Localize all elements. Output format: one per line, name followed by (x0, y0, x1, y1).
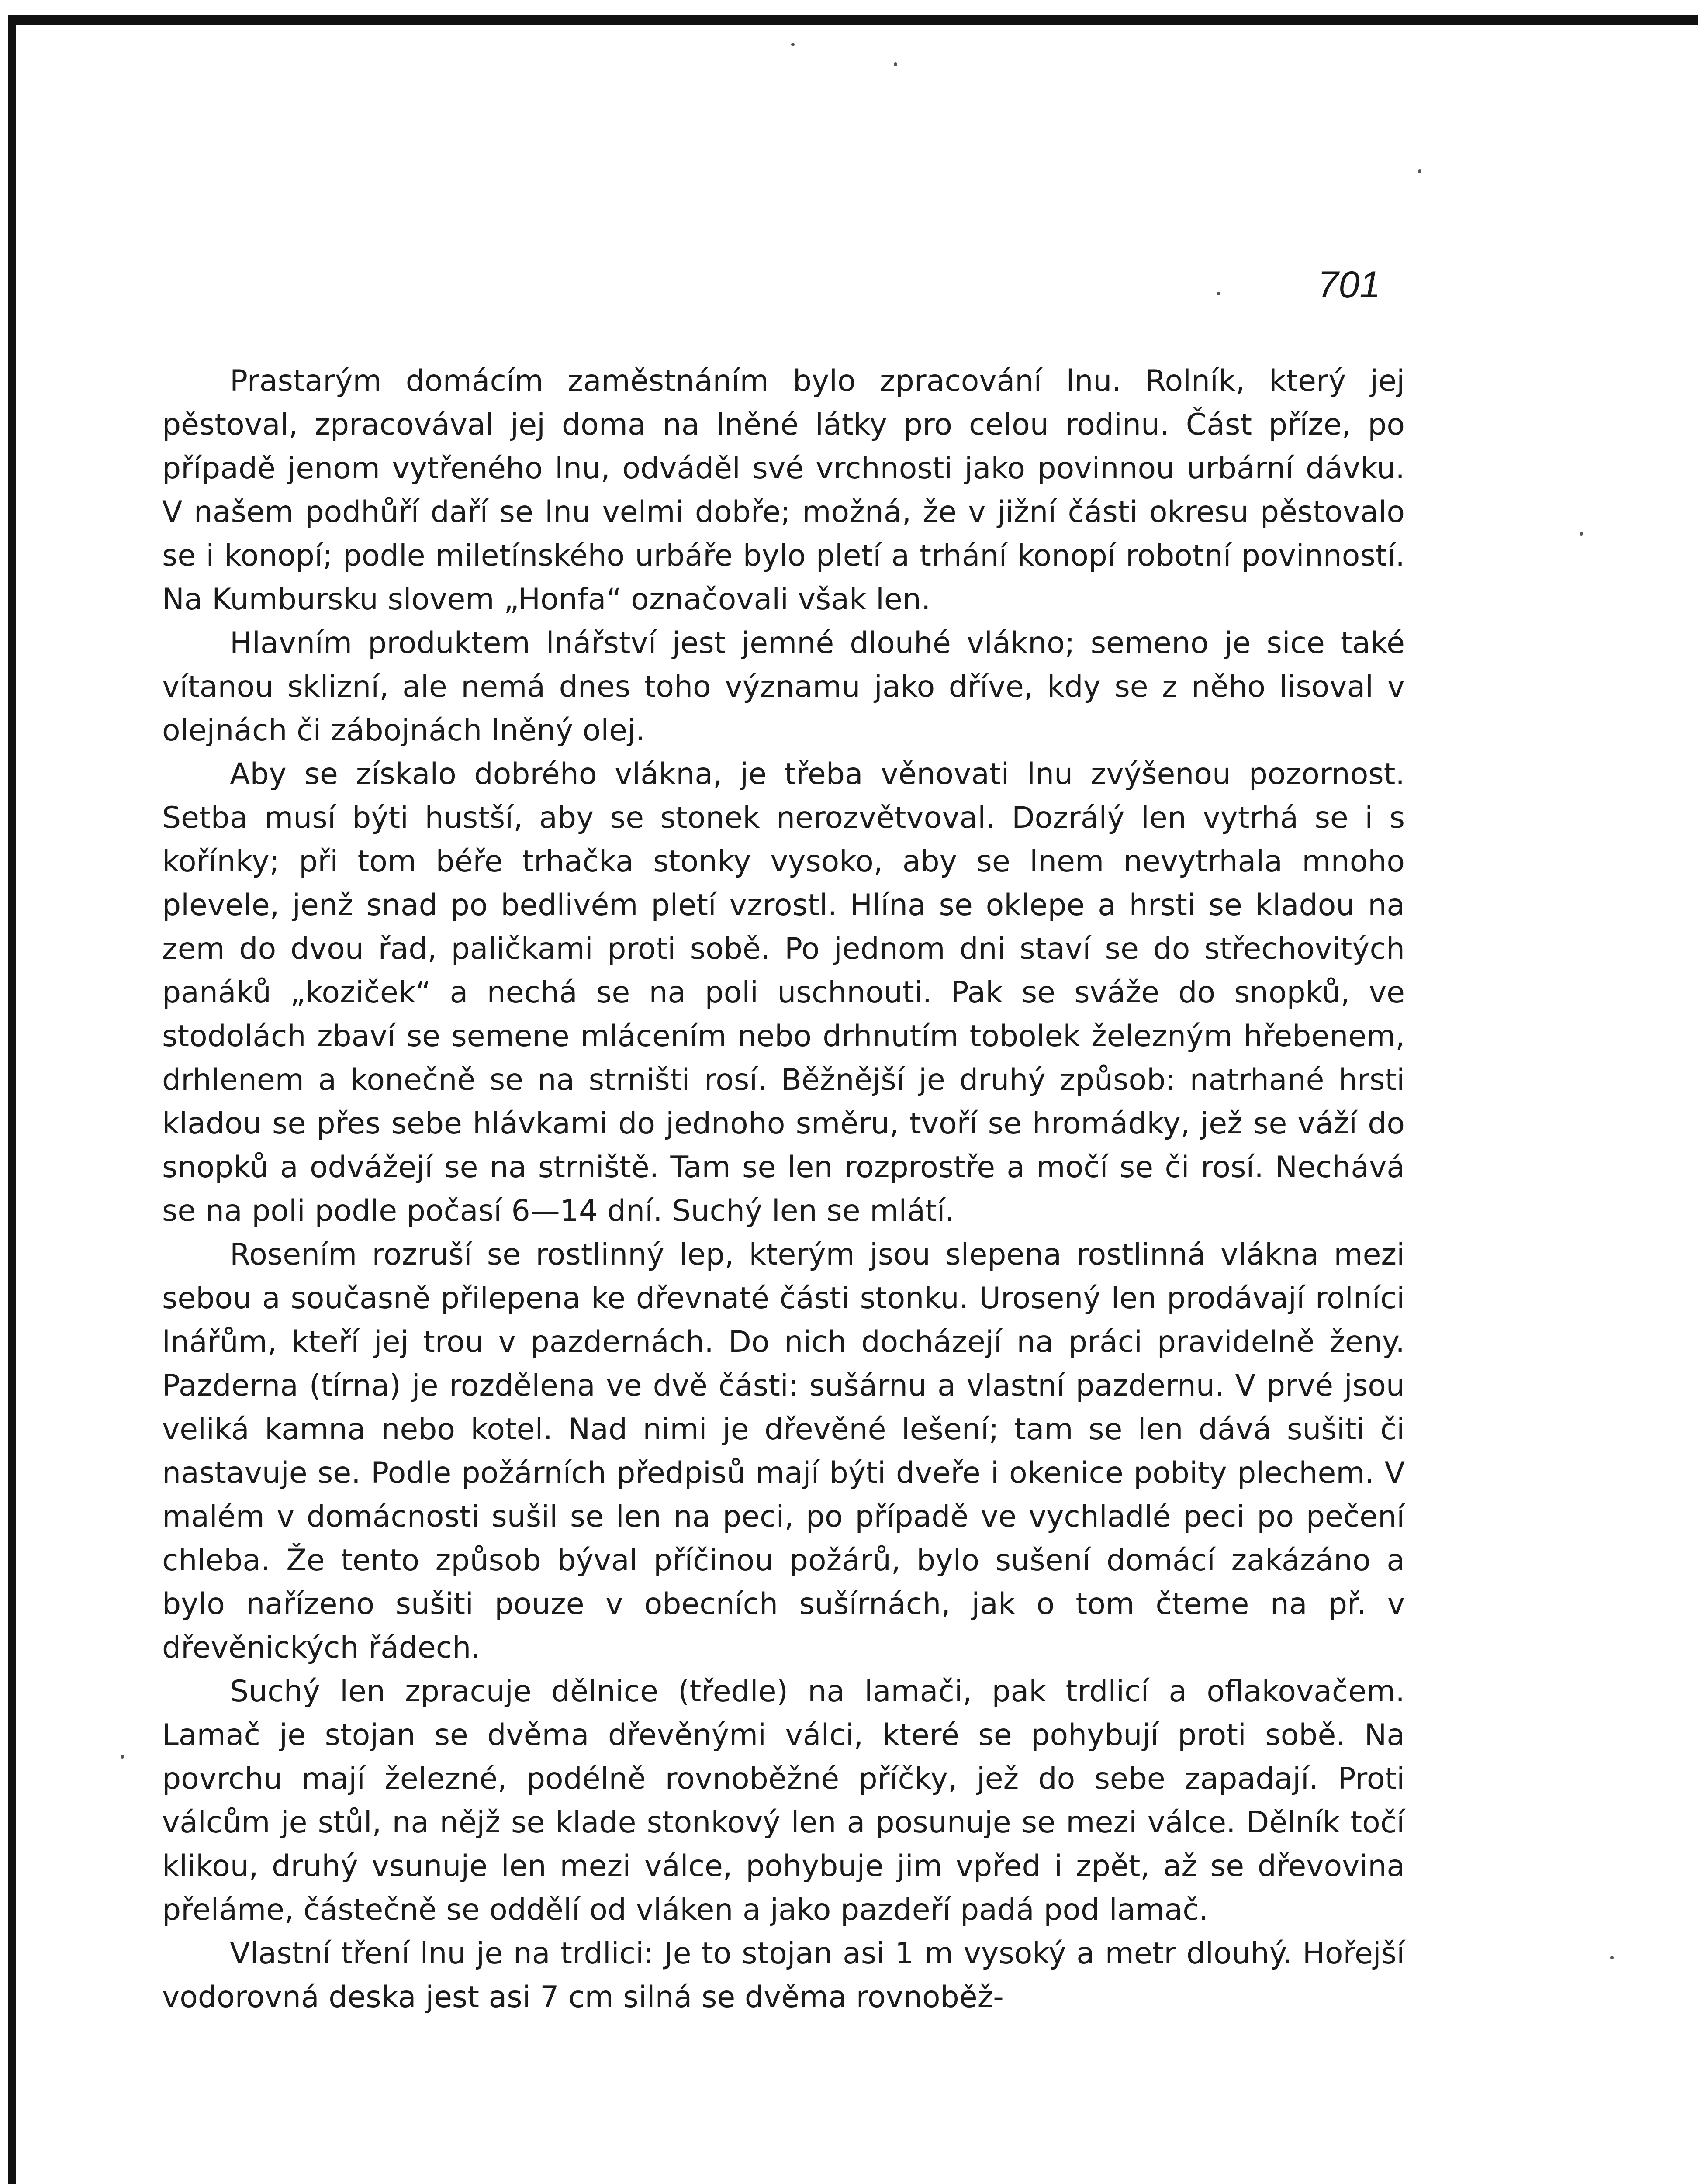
paragraph: Hlavním produktem lnářství jest jemné dlouhé vlákno; semeno je sice také vítanou sklizní, ale nemá dnes toho významu jako dříve, kdy se z něho lisoval v olejnách či zábojnách lněný olej. (162, 626, 1405, 748)
dust-speck (791, 43, 795, 46)
paragraph: Aby se získalo dobrého vlákna, je třeba věnovati lnu zvýšenou pozornost. Setba musí býti hustší, aby se stonek nerozvětvoval. Dozrálý len vytrhá se i s kořínky; při tom béře trhačka stonky vysoko, aby se lnem nevytrhala mnoho plevele, jenž snad po bedlivém pletí vzrostl. Hlína se oklepe a hrsti se kladou na zem do dvou řad, paličkami proti sobě. Po jednom dni staví se do střechovitých panáků „koziček“ a nechá se na poli uschnouti. Pak se sváže do snopků, ve stodolách zbaví se semene mlácením nebo drhnutím tobolek železným hřebenem, drhlenem a konečně se na strništi rosí. Běžnější je druhý způsob: natrhané hrsti kladou se přes sebe hlávkami do jednoho směru, tvoří se hromádky, jež se váží do snopků a odvážejí se na strniště. Tam se len rozprostře a močí se či rosí. Nechává se na poli podle počasí 6—14 dní. Suchý len se mlátí. (162, 757, 1405, 1228)
dust-speck (1418, 169, 1421, 173)
dust-speck (1610, 1956, 1614, 1959)
dust-speck (1580, 532, 1583, 536)
paragraph: Rosením rozruší se rostlinný lep, kterým jsou slepena rostlinná vlákna mezi sebou a současně přilepena ke dřevnaté části stonku. Urosený len prodávají rolníci lnářům, kteří jej trou v pazdernách. Do nich docházejí na práci pravidelně ženy. Pazderna (tírna) je rozdělena ve dvě části: sušárnu a vlastní pazdernu. V prvé jsou veliká kamna nebo kotel. Nad nimi je dřevěné lešení; tam se len dává sušiti či nastavuje se. Podle požárních předpisů mají býti dveře i okenice pobity plechem. V malém v domácnosti sušil se len na peci, po případě ve vychladlé peci po pečení chleba. Že tento způsob býval příčinou požárů, bylo sušení domácí zakázáno a bylo nařízeno sušiti pouze v obecních sušírnách, jak o tom čteme na př. v dřevěnických řádech. (162, 1237, 1405, 1665)
dust-speck (894, 62, 897, 66)
paragraph: Suchý len zpracuje dělnice (tředle) na lamači, pak trdlicí a oflakovačem. Lamač je stojan se dvěma dřevěnými válci, které se pohybují proti sobě. Na povrchu mají železné, podélně rovnoběžné příčky, jež do sebe zapadají. Proti válcům je stůl, na nějž se klade stonkový len a posunuje se mezi válce. Dělník točí klikou, druhý vsunuje len mezi válce, pohybuje jim vpřed i zpět, až se dřevovina přelámе, částečně se oddělí od vláken a jako pazdeří padá pod lamač. (162, 1674, 1405, 1927)
paragraph: Vlastní tření lnu je na trdlici: Je to stojan asi 1 m vysoký a metr dlouhý. Hořejší vodorovná deska jest asi 7 cm silná se dvěma rovnoběž- (162, 1936, 1405, 2015)
dust-speck (121, 1755, 124, 1759)
dust-speck (1217, 292, 1220, 295)
scanned-page (8, 15, 1698, 2184)
paragraph: Prastarým domácím zaměstnáním bylo zpracování lnu. Rolník, který jej pěstoval, zpracovával jej doma na lněné látky pro celou rodinu. Část příze, po případě jenom vytřeného lnu, odváděl své vrchnosti jako povinnou urbární dávku. V našem podhůří daří se lnu velmi dobře; možná, že v jižní části okresu pěstovalo se i konopí; podle miletínského urbáře bylo pletí a trhání konopí robotní povinností. Na Kumbursku slovem „Honfa“ označovali však len. (162, 364, 1405, 617)
page-number: 701 (1317, 264, 1380, 306)
body-text (162, 359, 1405, 2019)
